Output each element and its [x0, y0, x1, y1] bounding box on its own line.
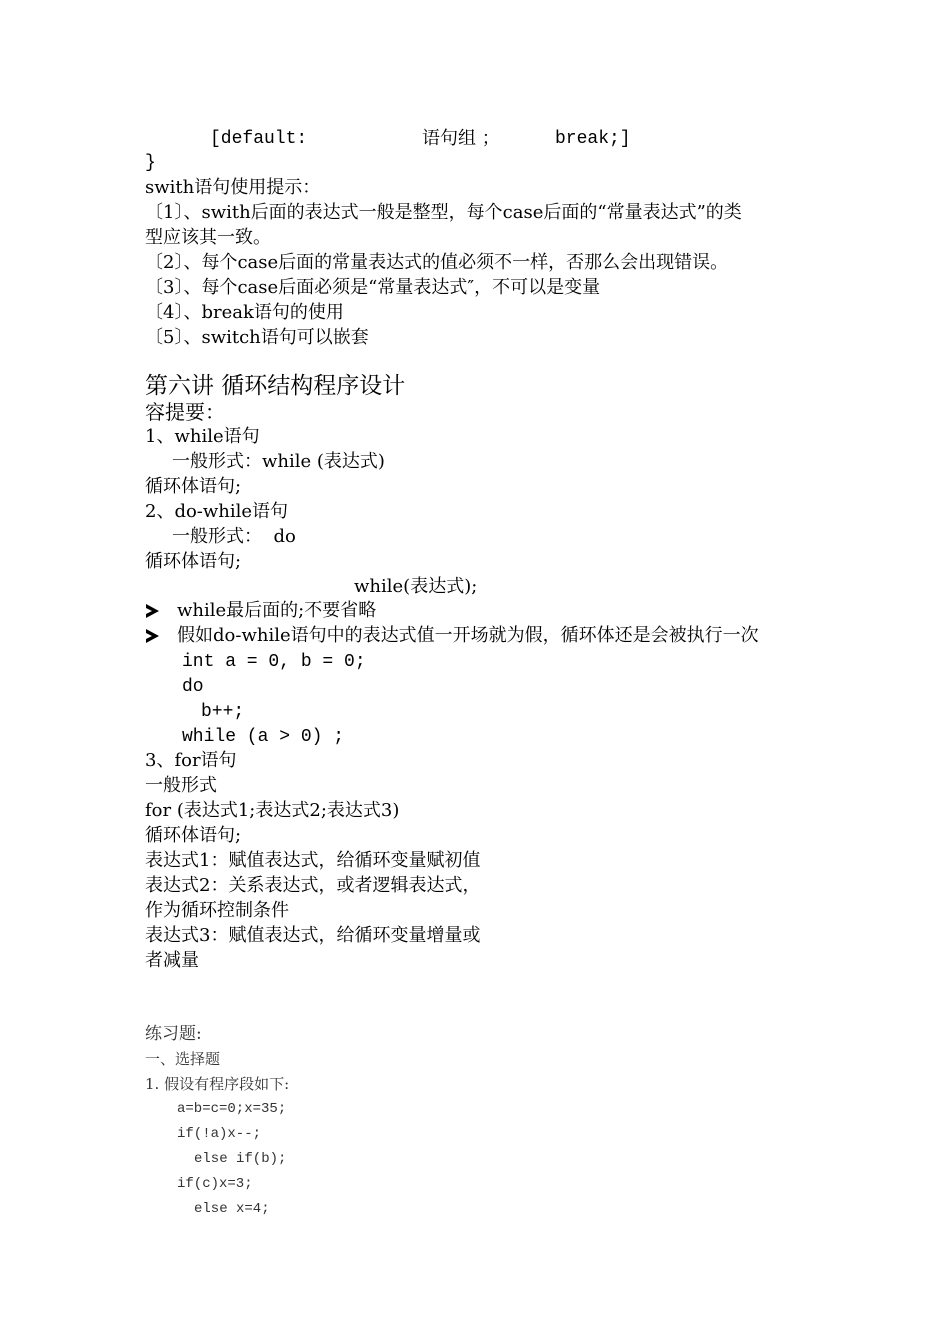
- dowhile-loop-body: 循环体语句;: [145, 551, 242, 572]
- bullet-1: while最后面的;不要省略: [177, 600, 377, 621]
- dowhile-general-form: 一般形式： do: [172, 526, 296, 547]
- code-line-3: b++;: [201, 702, 245, 722]
- while-general-form: 一般形式：while (表达式): [172, 451, 385, 472]
- dowhile-tail: while(表达式);: [354, 576, 478, 597]
- switch-default-keyword: [default:: [210, 129, 308, 149]
- expr2-desc-a: 表达式2：关系表达式，或者逻辑表达式，: [145, 875, 481, 896]
- code-line-1: int a = 0, b = 0;: [182, 652, 366, 672]
- code-line-4: while (a > 0) ;: [182, 727, 345, 747]
- for-heading: 3、for语句: [145, 750, 237, 771]
- bullet-2: 假如do-while语句中的表达式值一开场就为假，循环体还是会被执行一次: [177, 625, 759, 646]
- switch-tips-title: swith语句使用提示：: [145, 177, 321, 198]
- expr2-desc-b: 作为循环控制条件: [145, 900, 289, 921]
- switch-tip-1a: 〔1〕、swith后面的表达式一般是整型，每个case后面的“常量表达式”的类: [145, 202, 742, 223]
- question-code-2: if(!a)x--;: [177, 1126, 262, 1142]
- question-1: 1. 假设有程序段如下:: [145, 1075, 290, 1093]
- switch-tip-3: 〔3〕、每个case后面必须是“常量表达式″，不可以是变量: [145, 277, 601, 298]
- question-code-3: else if(b);: [194, 1151, 287, 1167]
- lecture-subtitle: 容提要：: [145, 400, 225, 424]
- switch-tip-1b: 型应该其一致。: [145, 227, 271, 248]
- switch-tip-4: 〔4〕、break语句的使用: [145, 302, 344, 323]
- bullet-arrow-icon: [146, 629, 159, 643]
- switch-break-keyword: break;]: [555, 129, 631, 149]
- expr3-desc-b: 者减量: [145, 950, 199, 971]
- expr1-desc: 表达式1：赋值表达式，给循环变量赋初值: [145, 850, 481, 871]
- exercises-title: 练习题:: [145, 1024, 202, 1044]
- exercises-section: 一、选择题: [145, 1050, 221, 1068]
- switch-close-brace: }: [145, 153, 156, 173]
- for-loop-body: 循环体语句;: [145, 825, 242, 846]
- for-general-label: 一般形式: [145, 775, 217, 796]
- question-code-4: if(c)x=3;: [177, 1176, 253, 1192]
- switch-tip-2: 〔2〕、每个case后面的常量表达式的值必须不一样，否那么会出现错误。: [145, 252, 729, 273]
- for-general-form: for (表达式1;表达式2;表达式3): [145, 800, 400, 821]
- code-line-2: do: [182, 677, 204, 697]
- expr3-desc-a: 表达式3：赋值表达式，给循环变量增量或: [145, 925, 481, 946]
- switch-statement-group: 语句组 ；: [422, 128, 500, 149]
- dowhile-heading: 2、do-while语句: [145, 501, 289, 522]
- lecture-title: 第六讲 循环结构程序设计: [145, 373, 406, 399]
- question-code-5: else x=4;: [194, 1201, 270, 1217]
- question-code-1: a=b=c=0;x=35;: [177, 1101, 287, 1117]
- while-heading: 1、while语句: [145, 426, 260, 447]
- bullet-arrow-icon: [146, 604, 159, 618]
- switch-tip-5: 〔5〕、switch语句可以嵌套: [145, 327, 369, 348]
- while-loop-body: 循环体语句;: [145, 476, 242, 497]
